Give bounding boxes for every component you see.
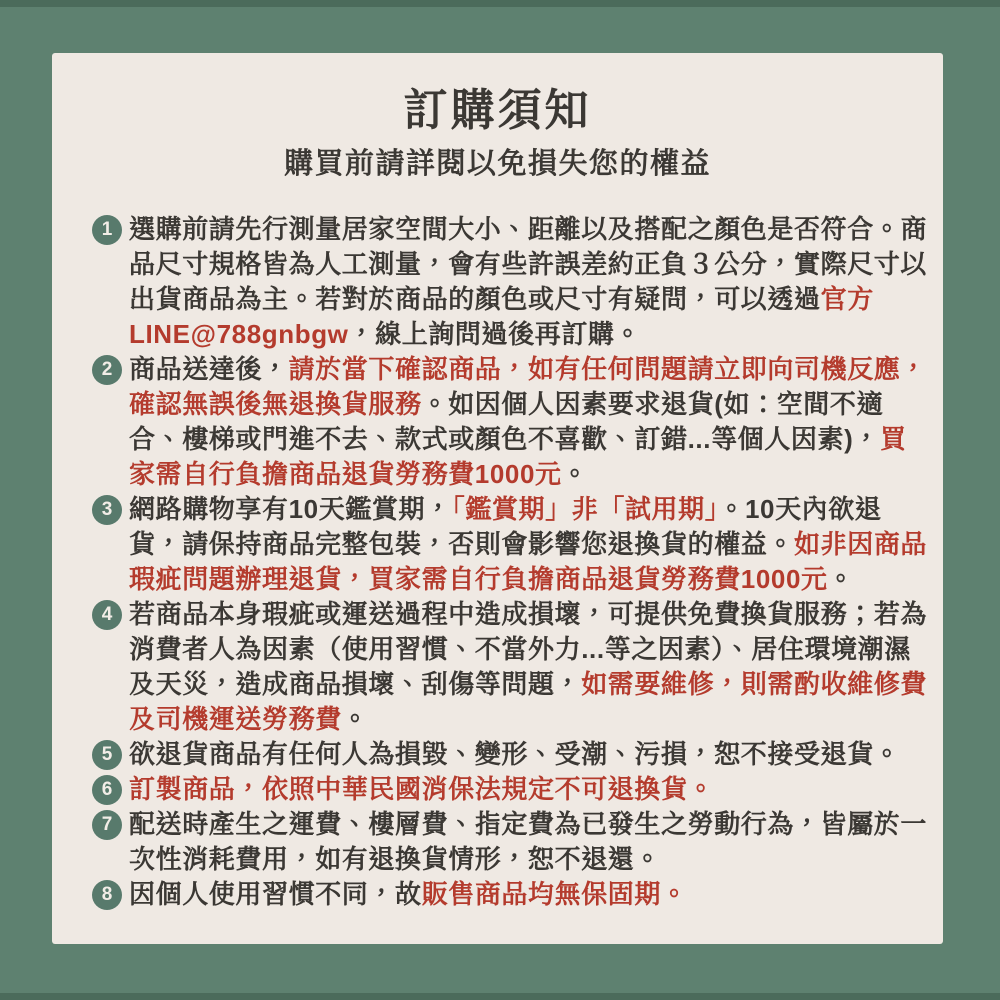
item-number-badge: 5	[92, 740, 122, 770]
item-number-badge: 4	[92, 600, 122, 630]
notice-text-segment: 。如因個人因素要求退貨(如：空間不適合、樓梯或門進不去、款式或顏色不喜歡、訂錯...等個人因素)，	[129, 389, 884, 454]
notice-text-segment: 如需要維修，則需酌收維修費及司機運送勞務費	[129, 669, 928, 734]
notice-text-segment: 配送時產生之運費、樓層費、指定費為已發生之勞動行為，皆屬於一次性消耗費用，如有退換貨情形，恕不退還。	[129, 809, 928, 874]
notice-header	[52, 86, 943, 180]
notice-text-segment: 販售商品均無保固期。	[421, 879, 688, 909]
notice-text-segment: 官方LINE@788gnbgw	[129, 284, 874, 349]
notice-text-segment: 。	[561, 459, 589, 489]
notice-item	[92, 772, 930, 807]
notice-item-text	[129, 597, 930, 737]
notice-item	[92, 492, 930, 597]
notice-item	[92, 597, 930, 737]
notice-text-segment: 。	[827, 564, 855, 594]
notice-list	[92, 212, 930, 912]
notice-text-segment: 因個人使用習慣不同，故	[129, 879, 422, 909]
notice-item	[92, 212, 930, 352]
notice-text-segment: 「鑑賞期」非「試用期」	[451, 494, 719, 524]
notice-text-segment: 請於當下確認商品，如有任何問題請立即向司機反應，確認無誤後無退換貨服務	[129, 354, 928, 419]
item-number-badge: 6	[92, 775, 122, 805]
notice-item	[92, 807, 930, 877]
notice-text-segment: 訂製商品，依照中華民國消保法規定不可退換貨。	[129, 774, 715, 804]
notice-text-segment: 若商品本身瑕疵或運送過程中造成損壞，可提供免費換貨服務；若為消費者人為因素（使用習慣、不當外力...等之因素）、居住環境潮濕及天災，造成商品損壞、刮傷等問題，	[129, 599, 928, 699]
notice-item-text	[129, 807, 930, 877]
notice-text-segment: 商品送達後，	[129, 354, 289, 384]
notice-item	[92, 877, 930, 912]
item-number-badge: 2	[92, 355, 122, 385]
notice-text-segment: 選購前請先行測量居家空間大小、距離以及搭配之顏色是否符合。商品尺寸規格皆為人工測量，會有些許誤差約正負３公分，實際尺寸以出貨商品為主。若對於商品的顏色或尺寸有疑問，可以透過	[129, 214, 928, 314]
notice-item-text	[129, 772, 930, 807]
notice-card	[52, 53, 943, 944]
notice-item-text	[129, 212, 930, 352]
page-title: 訂購須知	[403, 86, 592, 135]
notice-text-segment: ，線上詢問過後再訂購。	[348, 319, 642, 349]
page-subtitle: 購買前請詳閱以免損失您的權益	[283, 148, 711, 180]
top-edge-shadow	[0, 0, 1000, 7]
item-number-badge: 1	[92, 215, 122, 245]
notice-item-text	[129, 877, 930, 912]
item-number-badge: 3	[92, 495, 122, 525]
notice-text-segment: 網路購物享有10天鑑賞期，	[129, 494, 452, 524]
notice-item-text	[129, 352, 930, 492]
notice-text-segment: 如非因商品瑕疵問題辦理退貨，買家需自行負擔商品退貨勞務費1000元	[129, 529, 928, 594]
notice-text-segment: 欲退貨商品有任何人為損毀、變形、受潮、污損，恕不接受退貨。	[129, 739, 901, 769]
notice-item	[92, 737, 930, 772]
notice-text-segment: 。	[341, 704, 369, 734]
notice-text-segment: 。10天內欲退貨，請保持商品完整包裝，否則會影響您退換貨的權益。	[129, 494, 882, 559]
notice-item-text	[129, 492, 930, 597]
item-number-badge: 7	[92, 810, 122, 840]
notice-text-segment: 買家需自行負擔商品退貨勞務費1000元	[129, 424, 907, 489]
item-number-badge: 8	[92, 880, 122, 910]
notice-item	[92, 352, 930, 492]
bottom-edge-shadow	[0, 993, 1000, 1000]
notice-item-text	[129, 737, 930, 772]
